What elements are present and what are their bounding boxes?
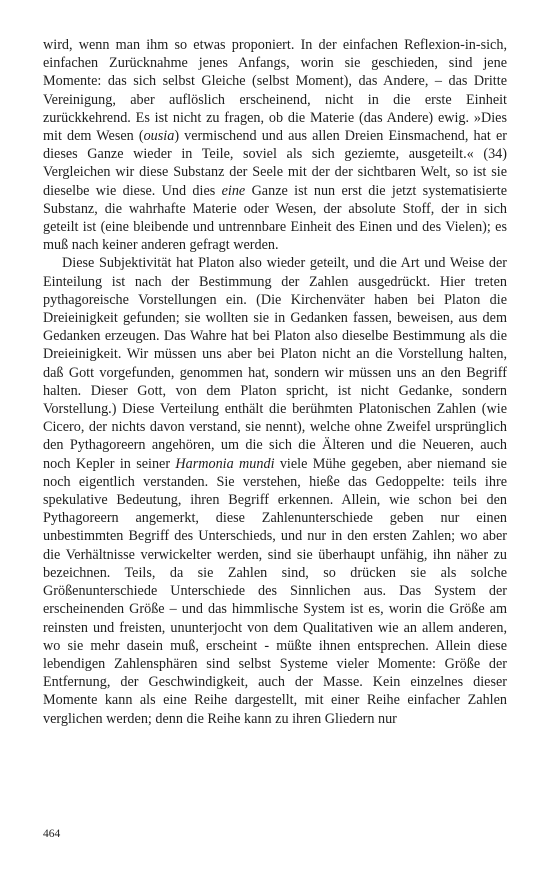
page-number: 464: [43, 828, 61, 840]
paragraph: wird, wenn man ihm so etwas proponiert. In der einfachen Reflexion-in-sich, einfachen Zurücknahme jenes Anfangs, worin sie geschieden, sind jene Momente: das sich selbst Gleiche (selbst Moment), das Andere, – das Dritte Vereinigung, aber auflöslich erscheinend, nicht in die erste Einheit zurückkehrend. Es ist nicht zu fragen, ob die Materie (das Andere) ewig. »Dies mit dem Wesen (ousia) vermischend und aus allen Dreien Einsmachend, hat er dieses Ganze wieder in Teile, soviel als sich geziemte, ausgeteilt.« (34) Vergleichen wir diese Substanz der Seele mit der der sichtbaren Welt, so ist sie dieselbe wie diese. Und dies eine Ganze ist nun erst die jetzt systematisierte Substanz, die wahrhafte Materie oder Wesen, der absolute Stoff, der in sich geteilt ist (eine bleibende und untrennbare Einheit des Einen und des Vielen); es muß nach keiner anderen gefragt werden.: [43, 37, 507, 254]
paragraph: Diese Subjektivität hat Platon also wieder geteilt, und die Art und Weise der Einteilung ist nach der Bestimmung der Zahlen ausgedrückt. Hier treten pythagoreische Vorstellungen ein. (Die Kirchenväter haben bei Platon die Dreieinigkeit gefunden; sie wollten sie in Gedanken fassen, beweisen, aus dem Gedanken erzeugen. Das Wahre hat bei Platon also dieselbe Bestimmung als die Dreieinigkeit. Wir müssen uns aber bei Platon nicht an die Vorstellung halten, daß Gott vorgefunden, genommen hat, sondern wir müssen uns an den Begriff halten. Dieser Gott, von dem Platon spricht, ist nicht Gedanke, sondern Vorstellung.) Diese Verteilung enthält die berühmten Platonischen Zahlen (wie Cicero, der nichts davon verstand, sie nennt), welche ohne Zweifel ursprünglich den Pythagoreern angehören, um die sich die Älteren und die Neueren, auch noch Kepler in seiner Harmonia mundi viele Mühe gegeben, aber niemand sie noch eigentlich verstanden. Sie verstehen, hieße das Gedoppelte: teils ihre spekulative Bedeutung, ihren Begriff erkennen. Allein, wie schon bei den Pythagoreern angemerkt, diese Zahlenunterschiede geben nur einen unbestimmten Begriff des Unterschieds, und nur in den ersten Zahlen; wo aber die Verhältnisse verwickelter werden, sind sie überhaupt unfähig, ihn näher zu bezeichnen. Teils, da sie Zahlen sind, so drücken sie als solche Größenunterschiede Unterschiede des Sinnlichen aus. Das System der erscheinenden Größe – und das himmlische System ist es, worin die Größe am reinsten und freisten, ununterjocht von dem Qualitativen wie an allem anderen, wo sie mehr dasein muß, erscheint - müßte ihnen entsprechen. Allein diese lebendigen Zahlensphären sind selbst Systeme vieler Momente: Größe der Entfernung, der Geschwindigkeit, auch der Masse. Kein einzelnes dieser Momente kann als eine Reihe dargestellt, mit einer Reihe einfacher Zahlen verglichen werden; denn die Reihe kann zu ihren Gliedern nur: [43, 255, 507, 727]
body-text: [43, 36, 507, 728]
